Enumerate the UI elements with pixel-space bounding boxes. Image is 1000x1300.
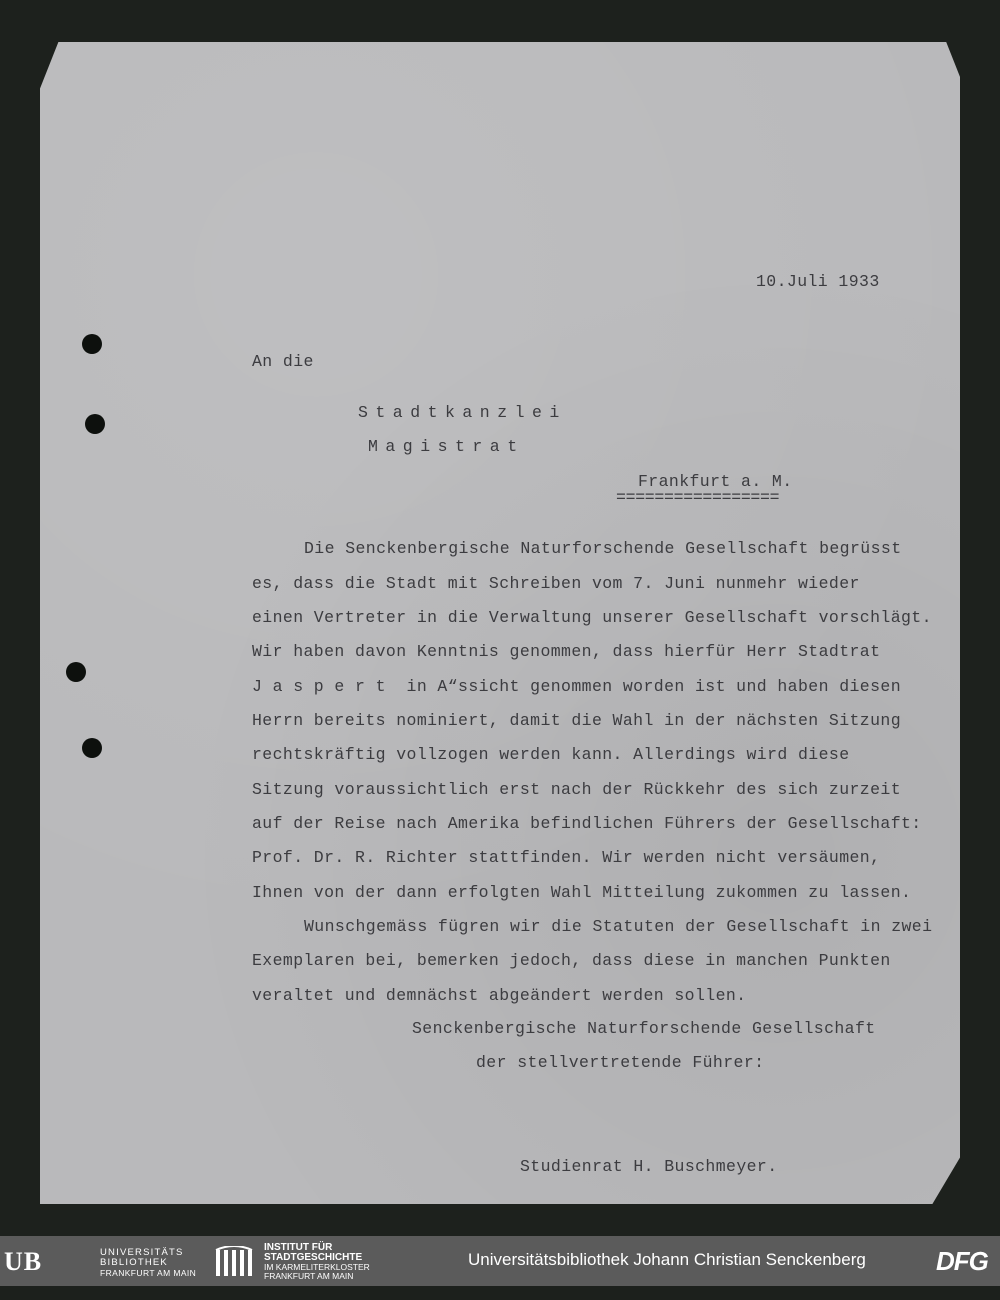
- closing-organization: Senckenbergische Naturforschende Gesellschaft: [412, 1019, 876, 1038]
- body-line: es, dass die Stadt mit Schreiben vom 7. Juni nunmehr wieder: [252, 574, 860, 593]
- punch-hole: [82, 334, 102, 354]
- punch-hole: [82, 738, 102, 758]
- isg-line-4: FRANKFURT AM MAIN: [264, 1271, 354, 1281]
- body-line: veraltet und demnächst abgeändert werden sollen.: [252, 986, 747, 1005]
- recipient-line-1: Stadtkanzlei: [358, 403, 567, 422]
- body-line: auf der Reise nach Amerika befindlichen Führers der Gesellschaft:: [252, 814, 922, 833]
- letter-date: 10.Juli 1933: [756, 272, 880, 291]
- punch-hole: [66, 662, 86, 682]
- ub-name: [100, 1248, 196, 1298]
- punch-hole: [85, 414, 105, 434]
- body-line: J a s p e r t in A“ssicht genommen worden ist und haben diesen: [252, 677, 902, 696]
- body-line: Prof. Dr. R. Richter stattfinden. Wir werden nicht versäumen,: [252, 848, 881, 867]
- body-line: Die Senckenbergische Naturforschende Gesellschaft begrüsst: [304, 539, 902, 558]
- isg-line-3: IM KARMELITERKLOSTER: [264, 1262, 370, 1272]
- recipient-line-2: Magistrat: [368, 437, 525, 456]
- body-line: Exemplaren bei, bemerken jedoch, dass diese in manchen Punkten: [252, 951, 891, 970]
- body-line: Wir haben davon Kenntnis genommen, dass hierfür Herr Stadtrat: [252, 642, 881, 661]
- recipient-city: Frankfurt a. M.: [638, 472, 793, 491]
- body-line: Sitzung voraussichtlich erst nach der Rückkehr des sich zurzeit: [252, 780, 902, 799]
- ub-line-3: FRANKFURT AM MAIN: [100, 1268, 197, 1278]
- footer-bar: [0, 1236, 1000, 1286]
- closing-role: der stellvertretende Führer:: [476, 1053, 765, 1072]
- city-underline: =================: [616, 488, 780, 507]
- salutation: An die: [252, 352, 314, 371]
- isg-logo-icon[interactable]: [214, 1246, 254, 1278]
- ub-line-2: BIBLIOTHEK: [100, 1257, 168, 1268]
- body-line: Herrn bereits nominiert, damit die Wahl in der nächsten Sitzung: [252, 711, 902, 730]
- ub-line-1: UNIVERSITÄTS: [100, 1247, 184, 1258]
- body-line: Wunschgemäss fügren wir die Statuten der Gesellschaft in zwei: [304, 917, 933, 936]
- dfg-logo[interactable]: DFG: [936, 1246, 988, 1276]
- body-line: einen Vertreter in die Verwaltung unserer Gesellschaft vorschlägt.: [252, 608, 932, 627]
- ub-logo-text: UB: [4, 1247, 43, 1276]
- library-name[interactable]: Universitätsbibliothek Johann Christian Senckenberg: [468, 1250, 866, 1269]
- body-line: Ihnen von der dann erfolgten Wahl Mitteilung zukommen zu lassen.: [252, 883, 912, 902]
- ub-logo[interactable]: [4, 1246, 96, 1278]
- signature: Studienrat H. Buschmeyer.: [520, 1157, 778, 1176]
- isg-line-1: INSTITUT FÜR: [264, 1242, 333, 1253]
- body-line: rechtskräftig vollzogen werden kann. Allerdings wird diese: [252, 745, 850, 764]
- isg-line-2: STADTGESCHICHTE: [264, 1252, 363, 1263]
